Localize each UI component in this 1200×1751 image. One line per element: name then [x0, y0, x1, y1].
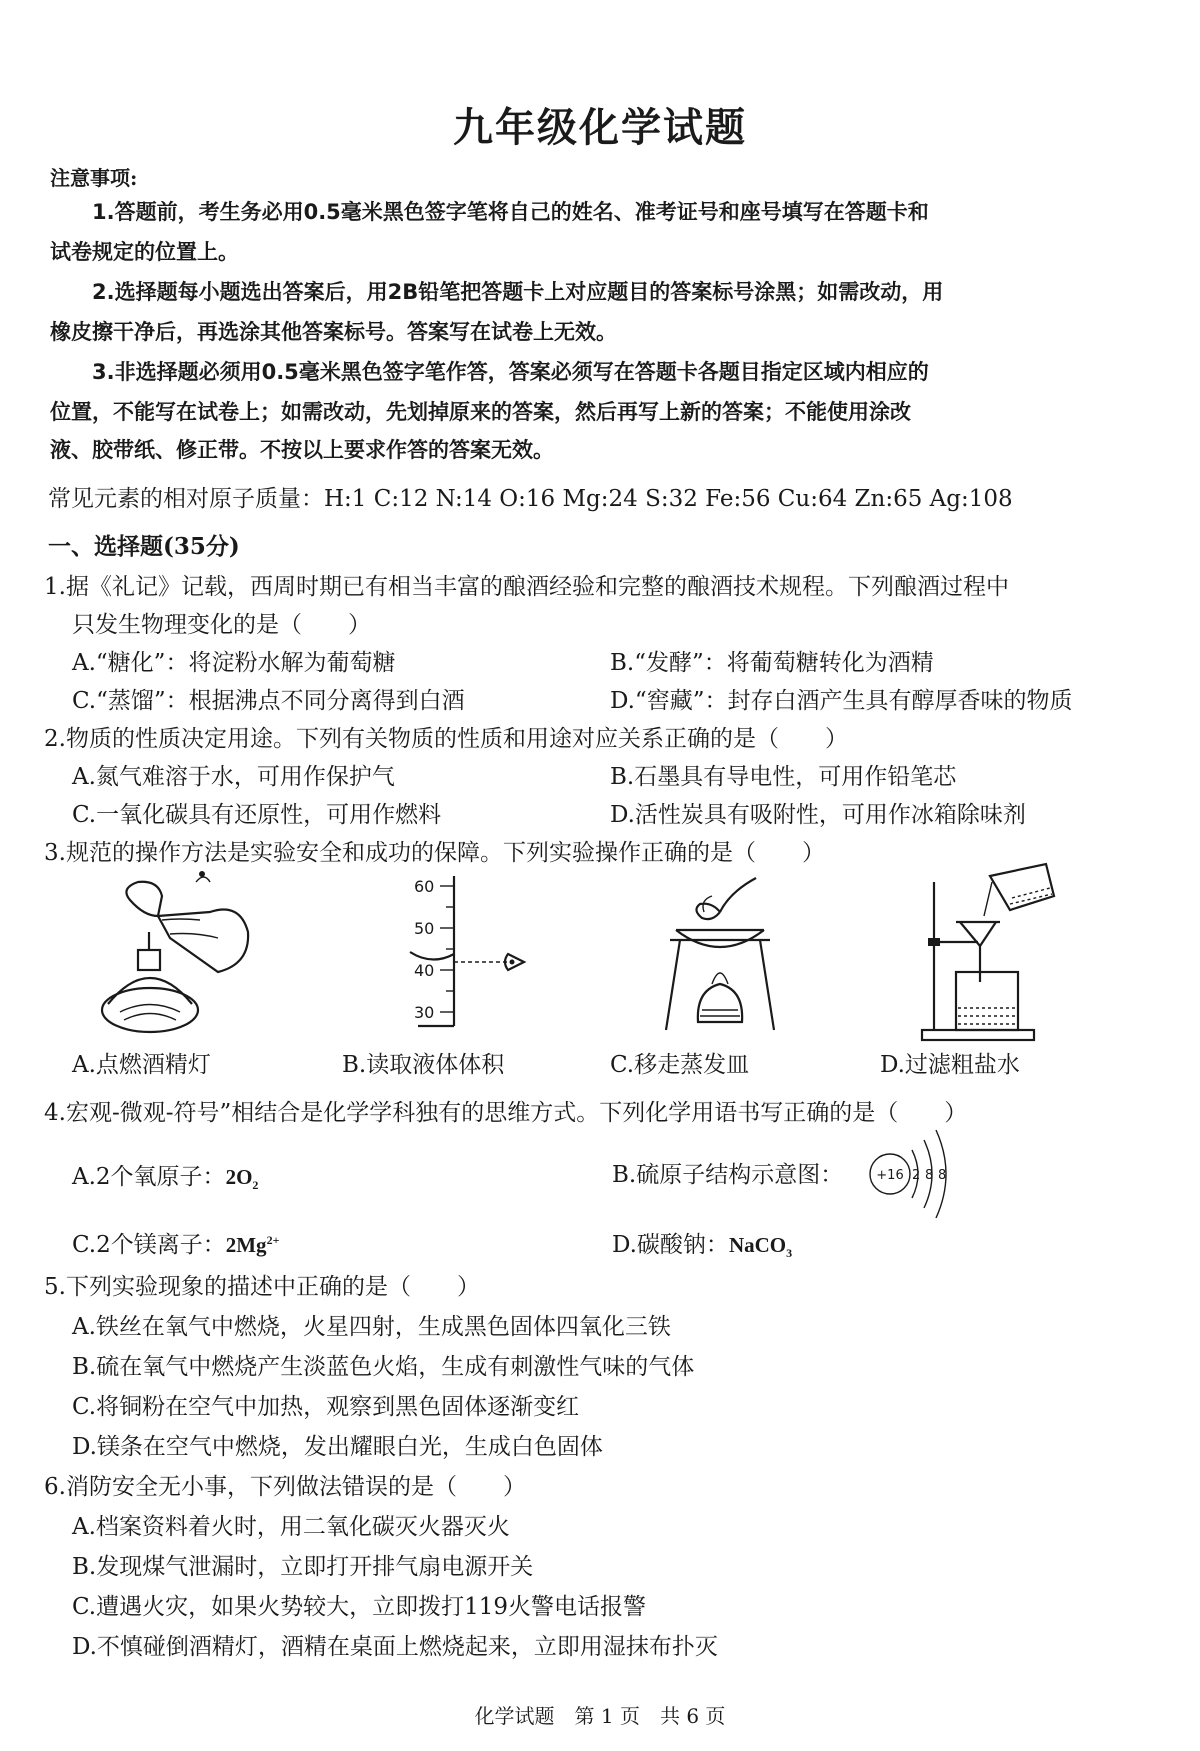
cylinder-tick-40: 40 [414, 961, 435, 980]
graduated-cylinder-figure [410, 876, 540, 1026]
q4-option-c-label: C.2个镁离子： [72, 1232, 226, 1258]
q2-option-a: A.氮气难溶于水，可用作保护气 [72, 764, 395, 790]
q4-option-d-label: D.碳酸钠： [612, 1232, 729, 1258]
q5-option-a: A.铁丝在氧气中燃烧，火星四射，生成黑色固体四氧化三铁 [72, 1314, 671, 1340]
q1-option-a: A.“糖化”：将淀粉水解为葡萄糖 [72, 650, 396, 676]
q4-option-b-label: B.硫原子结构示意图： [612, 1162, 844, 1188]
q1-stem-cont: 只发生物理变化的是（ ） [72, 612, 371, 638]
q4-option-a-label: A.2个氧原子： [72, 1164, 226, 1190]
page-footer: 化学试题 第 1 页 共 6 页 [474, 1704, 726, 1728]
q4-option-d-formula: NaCO$_3$ [728, 1233, 793, 1261]
q5-option-b: B.硫在氧气中燃烧产生淡蓝色火焰，生成有刺激性气味的气体 [72, 1354, 695, 1380]
q5-option-d: D.镁条在空气中燃烧，发出耀眼白光，生成白色固体 [72, 1434, 603, 1460]
note-2-line-1: 2.选择题每小题选出答案后，用2B铅笔把答题卡上对应题目的答案标号涂黑；如需改动，用 [92, 280, 944, 304]
q5-option-c: C.将铜粉在空气中加热，观察到黑色固体逐渐变红 [72, 1394, 580, 1420]
q6-option-a: A.档案资料着火时，用二氧化碳灭火器灭火 [72, 1514, 510, 1540]
q6-option-b: B.发现煤气泄漏时，立即打开排气扇电源开关 [72, 1554, 534, 1580]
q6-option-d: D.不慎碰倒酒精灯，酒精在桌面上燃烧起来，立即用湿抹布扑灭 [72, 1634, 718, 1660]
alcohol-lamp-figure [100, 872, 260, 1042]
q6-option-c: C.遭遇火灾，如果火势较大，立即拨打119火警电话报警 [72, 1594, 646, 1620]
q3-option-d: D.过滤粗盐水 [880, 1052, 1020, 1078]
q2-stem: 2.物质的性质决定用途。下列有关物质的性质和用途对应关系正确的是（ ） [44, 726, 848, 752]
note-3-line-3: 液、胶带纸、修正带。不按以上要求作答的答案无效。 [50, 438, 554, 462]
cylinder-tick-50: 50 [414, 919, 435, 938]
filtration-figure [920, 862, 1060, 1042]
q3-option-a: A.点燃酒精灯 [72, 1052, 211, 1078]
note-3-line-1: 3.非选择题必须用0.5毫米黑色签字笔作答，答案必须写在答题卡各题目指定区域内相应的 [92, 360, 929, 384]
sulfur-atom-diagram [868, 1126, 978, 1222]
shell-1-electrons: 2 [912, 1168, 921, 1183]
q3-option-c: C.移走蒸发皿 [610, 1052, 750, 1078]
q1-stem: 1.据《礼记》记载，西周时期已有相当丰富的酿酒经验和完整的酿酒技术规程。下列酿酒过程中 [44, 574, 1009, 600]
cylinder-tick-60: 60 [414, 877, 435, 896]
q2-option-c: C.一氧化碳具有还原性，可用作燃料 [72, 802, 442, 828]
q4-option-c [72, 1226, 279, 1259]
atomic-masses: 常见元素的相对原子质量：H:1 C:12 N:14 O:16 Mg:24 S:32 Fe:56 Cu:64 Zn:65 Ag:108 [48, 486, 1013, 512]
nucleus-charge: +16 [876, 1168, 904, 1183]
q4-stem: 4.宏观-微观-符号”相结合是化学学科独有的思维方式。下列化学用语书写正确的是（ ） [44, 1100, 968, 1126]
q2-option-d: D.活性炭具有吸附性，可用作冰箱除味剂 [610, 802, 1026, 828]
q1-option-c: C.“蒸馏”：根据沸点不同分离得到白酒 [72, 688, 465, 714]
shell-3-electrons: 8 [938, 1168, 947, 1183]
note-1-line-1: 1.答题前，考生务必用0.5毫米黑色签字笔将自己的姓名、准考证号和座号填写在答题卡和 [92, 200, 929, 224]
q4-option-a-formula: $2O_2$ [225, 1165, 259, 1193]
q1-option-d: D.“窖藏”：封存白酒产生具有醇厚香味的物质 [610, 688, 1073, 714]
q4-option-c-formula: $2Mg^{2+}$ [225, 1233, 280, 1257]
note-2-line-2: 橡皮擦干净后，再选涂其他答案标号。答案写在试卷上无效。 [50, 320, 617, 344]
note-1-line-2: 试卷规定的位置上。 [50, 240, 239, 264]
cylinder-tick-30: 30 [414, 1003, 435, 1022]
q3-option-b: B.读取液体体积 [342, 1052, 505, 1078]
q2-option-b: B.石墨具有导电性，可用作铅笔芯 [610, 764, 957, 790]
note-3-line-2: 位置，不能写在试卷上；如需改动，先划掉原来的答案，然后再写上新的答案；不能使用涂改 [50, 400, 911, 424]
section-1-heading: 一、选择题(35分) [48, 533, 240, 560]
notes-heading: 注意事项: [50, 166, 138, 190]
q3-stem: 3.规范的操作方法是实验安全和成功的保障。下列实验操作正确的是（ ） [44, 840, 825, 866]
evaporating-dish-figure [660, 872, 780, 1032]
q4-option-d [612, 1226, 792, 1261]
q1-option-b: B.“发酵”：将葡萄糖转化为酒精 [610, 650, 934, 676]
q5-stem: 5.下列实验现象的描述中正确的是（ ） [44, 1274, 480, 1300]
q6-stem: 6.消防安全无小事，下列做法错误的是（ ） [44, 1474, 526, 1500]
page-title: 九年级化学试题 [453, 104, 747, 151]
q4-option-a [72, 1158, 258, 1193]
shell-2-electrons: 8 [925, 1168, 934, 1183]
